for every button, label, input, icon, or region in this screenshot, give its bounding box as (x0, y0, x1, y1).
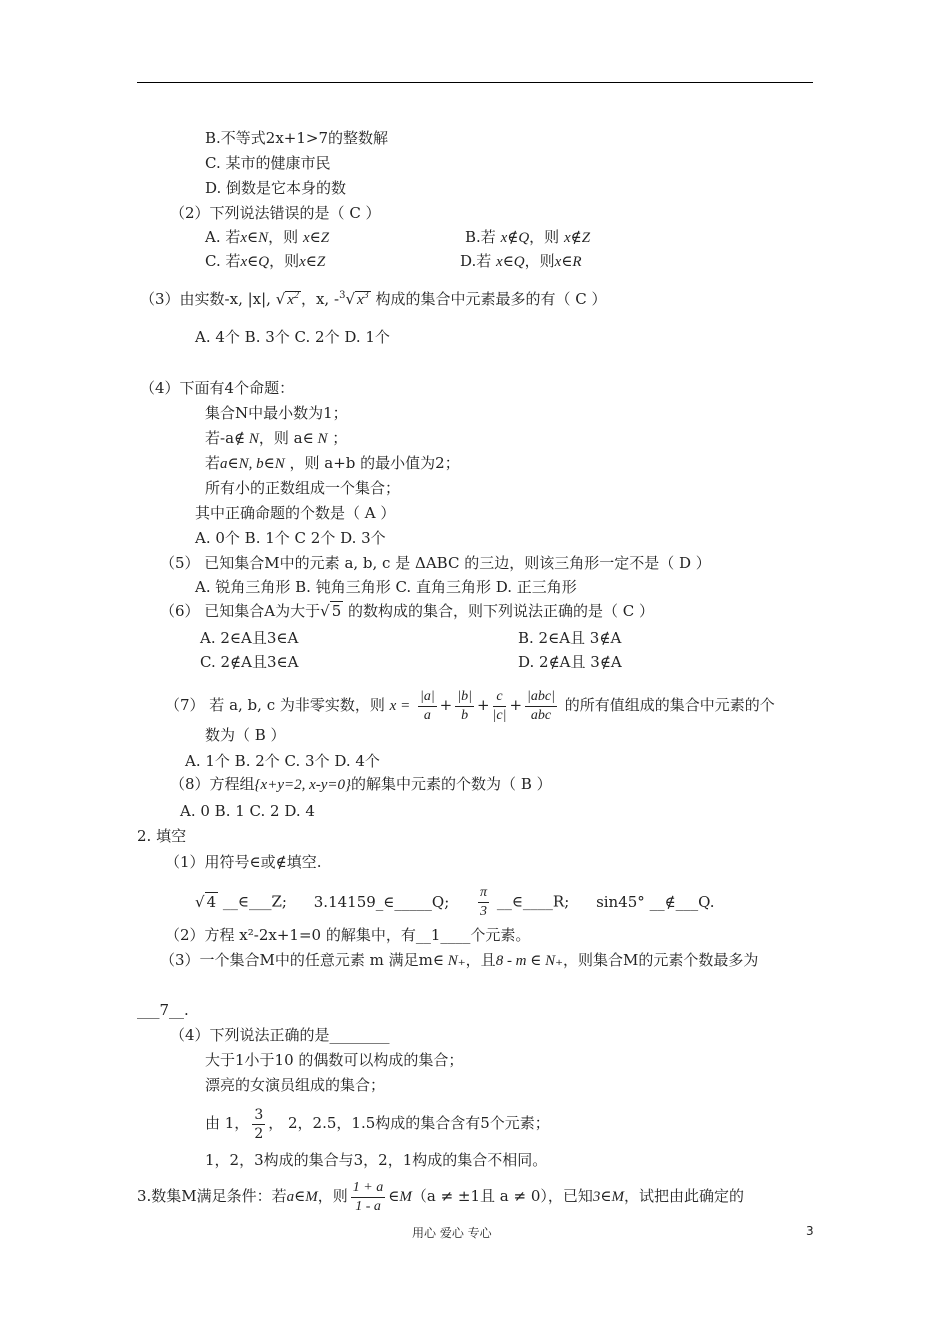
equation-system: {x+y=2, x-y=0} (254, 777, 352, 793)
q6-option-a: A. 2∈A且3∈A (200, 629, 299, 647)
fill-3: （3）一个集合M中的任意元素 m 满足m∈ N₊，且8 - m ∈ N₊，则集合M的元素个数最多为 (160, 951, 759, 969)
option-d-line: D. 倒数是它本身的数 (205, 179, 347, 197)
q6-option-b: B. 2∈A且 3∉A (518, 629, 622, 647)
fill-4-item-4: 1，2，3构成的集合与3，2，1构成的集合不相同。 (205, 1151, 548, 1169)
q6-option-c: C. 2∉A且3∈A (200, 653, 299, 671)
fill-1: （1）用符号∈或∉填空. (165, 853, 322, 871)
fill-4-item-2: 漂亮的女演员组成的集合； (205, 1076, 386, 1094)
q2-option-b: B.若 x∉Q，则 x∉Z (465, 228, 591, 246)
question-7: （7） 若 a, b, c 为非零实数，则 x = $\frac{|a|}{a}$ + $\frac{|b|}{b}$ + $\frac{c}{|c|}$ + $\frac{\text{|abc|}}{\text{abc}}$ 的所有值组成的集合中元素的个 (165, 688, 775, 723)
question-2: （2）下列说法错误的是（ C ） (170, 204, 381, 222)
header-rule (137, 82, 813, 83)
q4-options: A. 0个 B. 1个 C 2个 D. 3个 (195, 529, 386, 547)
question-3: （3）由实数-x, |x|, √ $x^2$ ，x, -$^3$√ $x^3$ 构成的集合中元素最多的有（ C ） (140, 286, 606, 310)
fill-4-item-3: 由 1， $\frac{3}{2}$ ， 2，2.5，1.5构成的集合含有5个元素； (205, 1106, 550, 1142)
section-3: 3.数集M满足条件：若a∈M，则 $\frac{1 + a}{1 - a}$ ∈M（a ≠ ±1且 a ≠ 0），已知3∈M，试把由此确定的 (137, 1179, 745, 1214)
q2-option-c: C. 若x∈Q，则x∈Z (205, 252, 326, 270)
fraction: $\frac{c}{|c|}$ (492, 688, 507, 723)
q6-option-d: D. 2∉A且 3∉A (518, 653, 622, 671)
q7-continued: 数为（ B ） (205, 726, 286, 744)
sqrt-five: √ 5 (320, 602, 342, 620)
fraction: $\frac{1 + a}{1 - a}$ (352, 1179, 384, 1214)
fraction: $\frac{\text{|abc|}}{\text{abc}}$ (527, 688, 555, 723)
q7-options: A. 1个 B. 2个 C. 3个 D. 4个 (185, 752, 380, 770)
question-4: （4）下面有4个命题： (140, 379, 295, 397)
question-8: （8）方程组{x+y=2, x-y=0}的解集中元素的个数为（ B ） (170, 775, 552, 793)
question-6: （6） 已知集合A为大于√ 5 的数构成的集合，则下列说法正确的是（ C ） (160, 602, 655, 620)
fill-3-answer: ___7__. (137, 1001, 189, 1019)
q4-prop-1: 集合N中最小数为1； (205, 404, 348, 422)
fraction: $\frac{3}{2}$ (254, 1106, 264, 1142)
sqrt-expression: √ $x^2$ (275, 290, 299, 308)
option-b-line: B.不等式2x+1>7的整数解 (205, 129, 389, 147)
cube-root-expression: $^3$√ $x^3$ (339, 290, 369, 308)
q4-prop-4: 所有小的正数组成一个集合； (205, 479, 401, 497)
q2-option-a: A. 若x∈N，则 x∈Z (205, 228, 330, 246)
footer-motto: 用心 爱心 专心 (412, 1226, 492, 1240)
page-number: 3 (806, 1224, 814, 1238)
q3-options: A. 4个 B. 3个 C. 2个 D. 1个 (195, 328, 390, 346)
q4-prop-2: 若-a∉ N，则 a∈ N ； (205, 429, 348, 447)
fill-1-answers: √ 4 __∈___Z; 3.14159_∈_____Q; $\frac{\pi}{3}$ __∈____R; sin45° __∉___Q. (195, 885, 715, 919)
fill-4-item-1: 大于1小于10 的偶数可以构成的集合； (205, 1051, 464, 1069)
pi-over-three: $\frac{\pi}{3}$ (480, 885, 488, 919)
q2-option-d: D.若 x∈Q，则x∈R (460, 252, 582, 270)
q5-options: A. 锐角三角形 B. 钝角三角形 C. 直角三角形 D. 正三角形 (195, 578, 577, 596)
fill-4: （4）下列说法正确的是________ (170, 1026, 390, 1044)
option-c-line: C. 某市的健康市民 (205, 154, 331, 172)
section-2-title: 2. 填空 (137, 827, 187, 845)
fill-2: （2）方程 x²-2x+1=0 的解集中，有__1____个元素。 (165, 926, 531, 944)
q4-prop-3: 若a∈N, b∈N ，则 a+b 的最小值为2； (205, 454, 460, 472)
fraction: $\frac{|b|}{b}$ (457, 688, 472, 723)
fraction: $\frac{|a|}{a}$ (419, 688, 435, 723)
question-5: （5） 已知集合M中的元素 a, b, c 是 ΔABC 的三边，则该三角形一定不是（ D ） (160, 554, 711, 572)
q4-question: 其中正确命题的个数是（ A ） (195, 504, 396, 522)
q8-options: A. 0 B. 1 C. 2 D. 4 (180, 802, 315, 820)
